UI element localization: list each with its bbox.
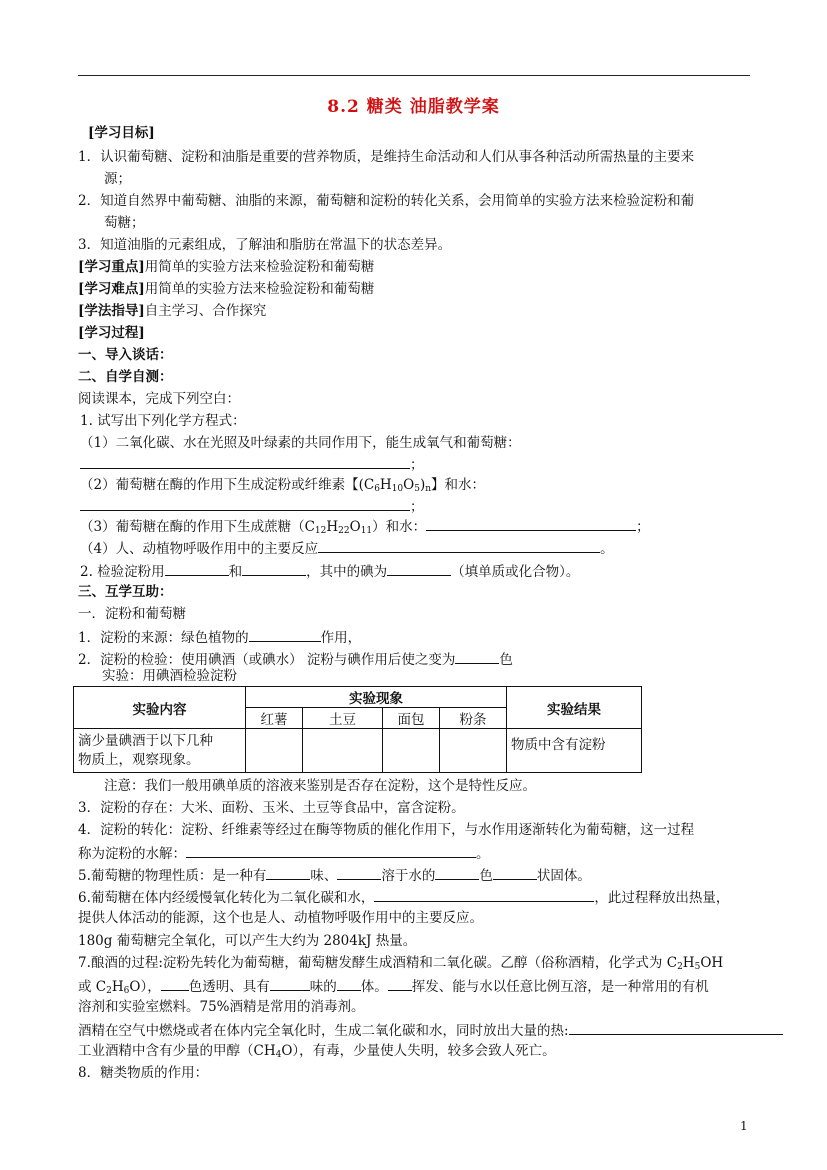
- semicolon: ；: [410, 499, 424, 515]
- subscript: 2: [677, 962, 683, 972]
- q-text: ）和水：: [372, 519, 427, 535]
- subscript: 6: [374, 484, 380, 494]
- p-text: 作用，: [320, 630, 362, 646]
- question-1-3: [80, 516, 650, 540]
- subscript: 5: [414, 484, 420, 494]
- point-3: 3．淀粉的存在：大米、面粉、玉米、土豆等食品中，富含淀粉。: [78, 800, 465, 816]
- p-text: H: [682, 955, 695, 971]
- q-text: O: [349, 519, 361, 535]
- q-text: ，其中的碘为: [306, 564, 388, 580]
- answer-blank[interactable]: [266, 865, 310, 880]
- q-text: ): [419, 477, 426, 493]
- item-noodles: 粉条: [440, 708, 507, 729]
- answer-blank[interactable]: [426, 516, 636, 531]
- p-text: 色透明、具有: [188, 979, 270, 995]
- point-7-cont: [78, 976, 709, 1000]
- period: 。: [600, 541, 614, 557]
- p-text: O），: [129, 979, 161, 995]
- answer-blank[interactable]: [186, 843, 476, 858]
- cell-noodles[interactable]: [440, 729, 507, 773]
- subscript: 5: [694, 962, 701, 972]
- p-text: 2．淀粉的检验：使用碘酒（或碘水） 淀粉与碘作用后使之变为: [78, 652, 456, 668]
- p-text: 6.葡萄糖在体内经缓慢氧化转化为二氧化碳和水，: [78, 890, 375, 906]
- question-2: [80, 561, 579, 581]
- q-text: （填单质或化合物）。: [451, 564, 580, 580]
- item-potato: 土豆: [303, 708, 383, 729]
- point-1: [78, 627, 361, 647]
- objective-2-cont: 萄糖；: [104, 215, 145, 231]
- page-number: 1: [740, 1119, 748, 1133]
- experiment-title: 实验：用碘酒检验淀粉: [102, 668, 237, 684]
- header-result: 实验结果: [507, 687, 642, 729]
- answer-line-1-1: [80, 454, 424, 474]
- header-content: 实验内容: [74, 687, 246, 729]
- q-text: O: [403, 477, 415, 493]
- q-text: H: [326, 519, 339, 535]
- answer-blank[interactable]: [161, 976, 189, 991]
- p-text: 7.酿酒的过程:淀粉先转化为葡萄糖，葡萄糖发酵生成酒精和二氧化碳。乙醇（俗称酒精，化学式为 C: [78, 955, 678, 971]
- p-text: O），有毒，少量使人失明，较多会致人死亡。: [281, 1043, 556, 1059]
- p-text: 味的: [309, 979, 337, 995]
- subscript: 22: [338, 526, 350, 536]
- subscript: 10: [391, 484, 404, 494]
- point-6: [78, 887, 729, 907]
- q-text: 2. 检验淀粉用: [80, 564, 165, 580]
- q-text: （2）葡萄糖在酶的作用下生成淀粉或纤维素【(C: [80, 477, 375, 493]
- subscript: n: [425, 484, 432, 494]
- point-7: [78, 954, 723, 976]
- objectives-heading: [学习目标]: [88, 125, 155, 141]
- answer-blank[interactable]: [337, 976, 361, 991]
- p-text: 体。: [360, 979, 388, 995]
- item-sweet-potato: 红薯: [246, 708, 303, 729]
- point-6-cont: 提供人体活动的能源，这个也是人、动植物呼吸作用中的主要反应。: [78, 910, 483, 926]
- q-text: H: [379, 477, 392, 493]
- objective-1: 1．认识葡萄糖、淀粉和油脂是重要的营养物质，是维持生命活动和人们从事各种活动所需热量的主要来: [78, 149, 695, 165]
- answer-blank[interactable]: [455, 649, 499, 664]
- question-1-4: [80, 538, 614, 558]
- p-text: 挥发、能与水以任意比例互溶，是一种常用的有机: [411, 979, 709, 995]
- question-1-1: （1）二氧化碳、水在光照及叶绿素的共同作用下，能生成氧气和葡萄糖：: [80, 435, 521, 451]
- difficulty: [78, 280, 374, 298]
- answer-blank[interactable]: [165, 561, 229, 576]
- header-phenomenon: 实验现象: [246, 687, 507, 708]
- p-text: 色: [479, 868, 493, 884]
- key-point-text: 用简单的实验方法来检验淀粉和葡萄糖: [144, 259, 375, 275]
- answer-blank[interactable]: [318, 538, 600, 553]
- part-1: 一．淀粉和葡萄糖: [78, 606, 186, 622]
- answer-blank[interactable]: [337, 865, 381, 880]
- period: 。: [476, 846, 490, 862]
- cell-bread[interactable]: [383, 729, 440, 773]
- answer-blank[interactable]: [569, 1020, 783, 1035]
- key-point-label: [学习重点]: [78, 259, 145, 275]
- answer-blank[interactable]: [493, 865, 537, 880]
- answer-line-1-2: [80, 496, 424, 516]
- read-instruction: 阅读课本，完成下列空白：: [78, 391, 240, 407]
- objective-2: 2．知道自然界中葡萄糖、油脂的来源，葡萄糖和淀粉的转化关系，会用简单的实验方法来检验淀粉和葡: [78, 193, 695, 209]
- alcohol-combustion: [78, 1020, 783, 1040]
- answer-blank[interactable]: [80, 454, 410, 469]
- energy-fact: 180g 葡萄糖完全氧化，可以产生大约为 2804kJ 热量。: [78, 933, 417, 949]
- cell-sweet-potato[interactable]: [246, 729, 303, 773]
- point-4: 4．淀粉的转化：淀粉、纤维素等经过在酶等物质的催化作用下，与水作用逐渐转化为葡萄糖，这一过程: [78, 822, 695, 838]
- p-text: 5.葡萄糖的物理性质：是一种有: [78, 868, 267, 884]
- p-text: 状固体。: [536, 868, 591, 884]
- point-2: [78, 649, 513, 669]
- point-8: 8．糖类物质的作用：: [78, 1065, 209, 1081]
- p-text: 色: [499, 652, 513, 668]
- question-1: 1. 试写出下列化学方程式：: [80, 413, 246, 429]
- subscript: 4: [275, 1050, 282, 1060]
- section-1: 一、导入谈话：: [78, 347, 173, 363]
- industrial-alcohol: [78, 1042, 556, 1064]
- p-text: 工业酒精中含有少量的甲醇（CH: [78, 1043, 276, 1059]
- experiment-table: [73, 686, 642, 773]
- row-content: [74, 729, 246, 773]
- cell-potato[interactable]: [303, 729, 383, 773]
- p-text: ，此过程释放出热量，: [594, 890, 730, 906]
- item-bread: 面包: [383, 708, 440, 729]
- subscript: 12: [314, 526, 327, 536]
- answer-blank[interactable]: [387, 561, 451, 576]
- p-text: 称为淀粉的水解：: [78, 846, 186, 862]
- point-5: [78, 865, 591, 885]
- row-content-line: 物质上，观察现象。: [78, 751, 200, 768]
- p-text: 酒精在空气中燃烧或者在体内完全氧化时，生成二氧化碳和水，同时放出大量的热:: [78, 1023, 569, 1039]
- q-text: 】和水：: [431, 477, 486, 493]
- process-heading: [学习过程]: [78, 325, 145, 341]
- key-point: [78, 258, 374, 276]
- question-1-2: [80, 476, 485, 498]
- difficulty-text: 用简单的实验方法来检验淀粉和葡萄糖: [144, 281, 375, 297]
- objective-1-cont: 源；: [104, 171, 131, 187]
- row-content-line: 滴少量碘酒于以下几种: [78, 732, 213, 749]
- subscript: 6: [123, 986, 130, 996]
- answer-blank[interactable]: [374, 887, 594, 902]
- section-2: 二、自学自测：: [78, 369, 173, 385]
- page-title: 8.2 糖类 油脂教学案: [327, 97, 500, 117]
- point-4-cont: [78, 843, 490, 863]
- subscript: 2: [106, 986, 112, 996]
- p-text: OH: [700, 955, 724, 971]
- q-text: （4）人、动植物呼吸作用中的主要反应: [80, 541, 319, 557]
- semicolon: ；: [636, 519, 650, 535]
- point-7-cont2: 溶剂和实验室燃料。75%酒精是常用的消毒剂。: [78, 999, 365, 1015]
- objective-3: 3．知道油脂的元素组成，了解油和脂肪在常温下的状态差异。: [78, 237, 452, 253]
- q-text: （3）葡萄糖在酶的作用下生成蔗糖（C: [80, 519, 315, 535]
- semicolon: ；: [410, 457, 424, 473]
- subscript: 11: [360, 526, 373, 536]
- note: 注意：我们一般用碘单质的溶液来鉴别是否存在淀粉，这个是特性反应。: [104, 778, 536, 794]
- answer-blank[interactable]: [242, 561, 306, 576]
- header-rule: [78, 75, 750, 76]
- difficulty-label: [学习难点]: [78, 281, 145, 297]
- row-result: 物质中含有淀粉: [507, 729, 642, 773]
- section-3: 三、互学互助：: [78, 584, 173, 600]
- method-text: 自主学习、合作探究: [144, 303, 267, 319]
- answer-blank[interactable]: [435, 865, 479, 880]
- answer-blank[interactable]: [388, 976, 412, 991]
- p-text: 1．淀粉的来源：绿色植物的: [78, 630, 249, 646]
- p-text: 溶于水的: [381, 868, 436, 884]
- answer-blank[interactable]: [249, 627, 321, 642]
- method: [78, 302, 266, 320]
- p-text: 味、: [310, 868, 338, 884]
- p-text: H: [111, 979, 124, 995]
- method-label: [学法指导]: [78, 303, 145, 319]
- p-text: 或 C: [78, 979, 107, 995]
- answer-blank[interactable]: [80, 496, 410, 511]
- answer-blank[interactable]: [270, 976, 310, 991]
- q-text: 和: [228, 564, 243, 580]
